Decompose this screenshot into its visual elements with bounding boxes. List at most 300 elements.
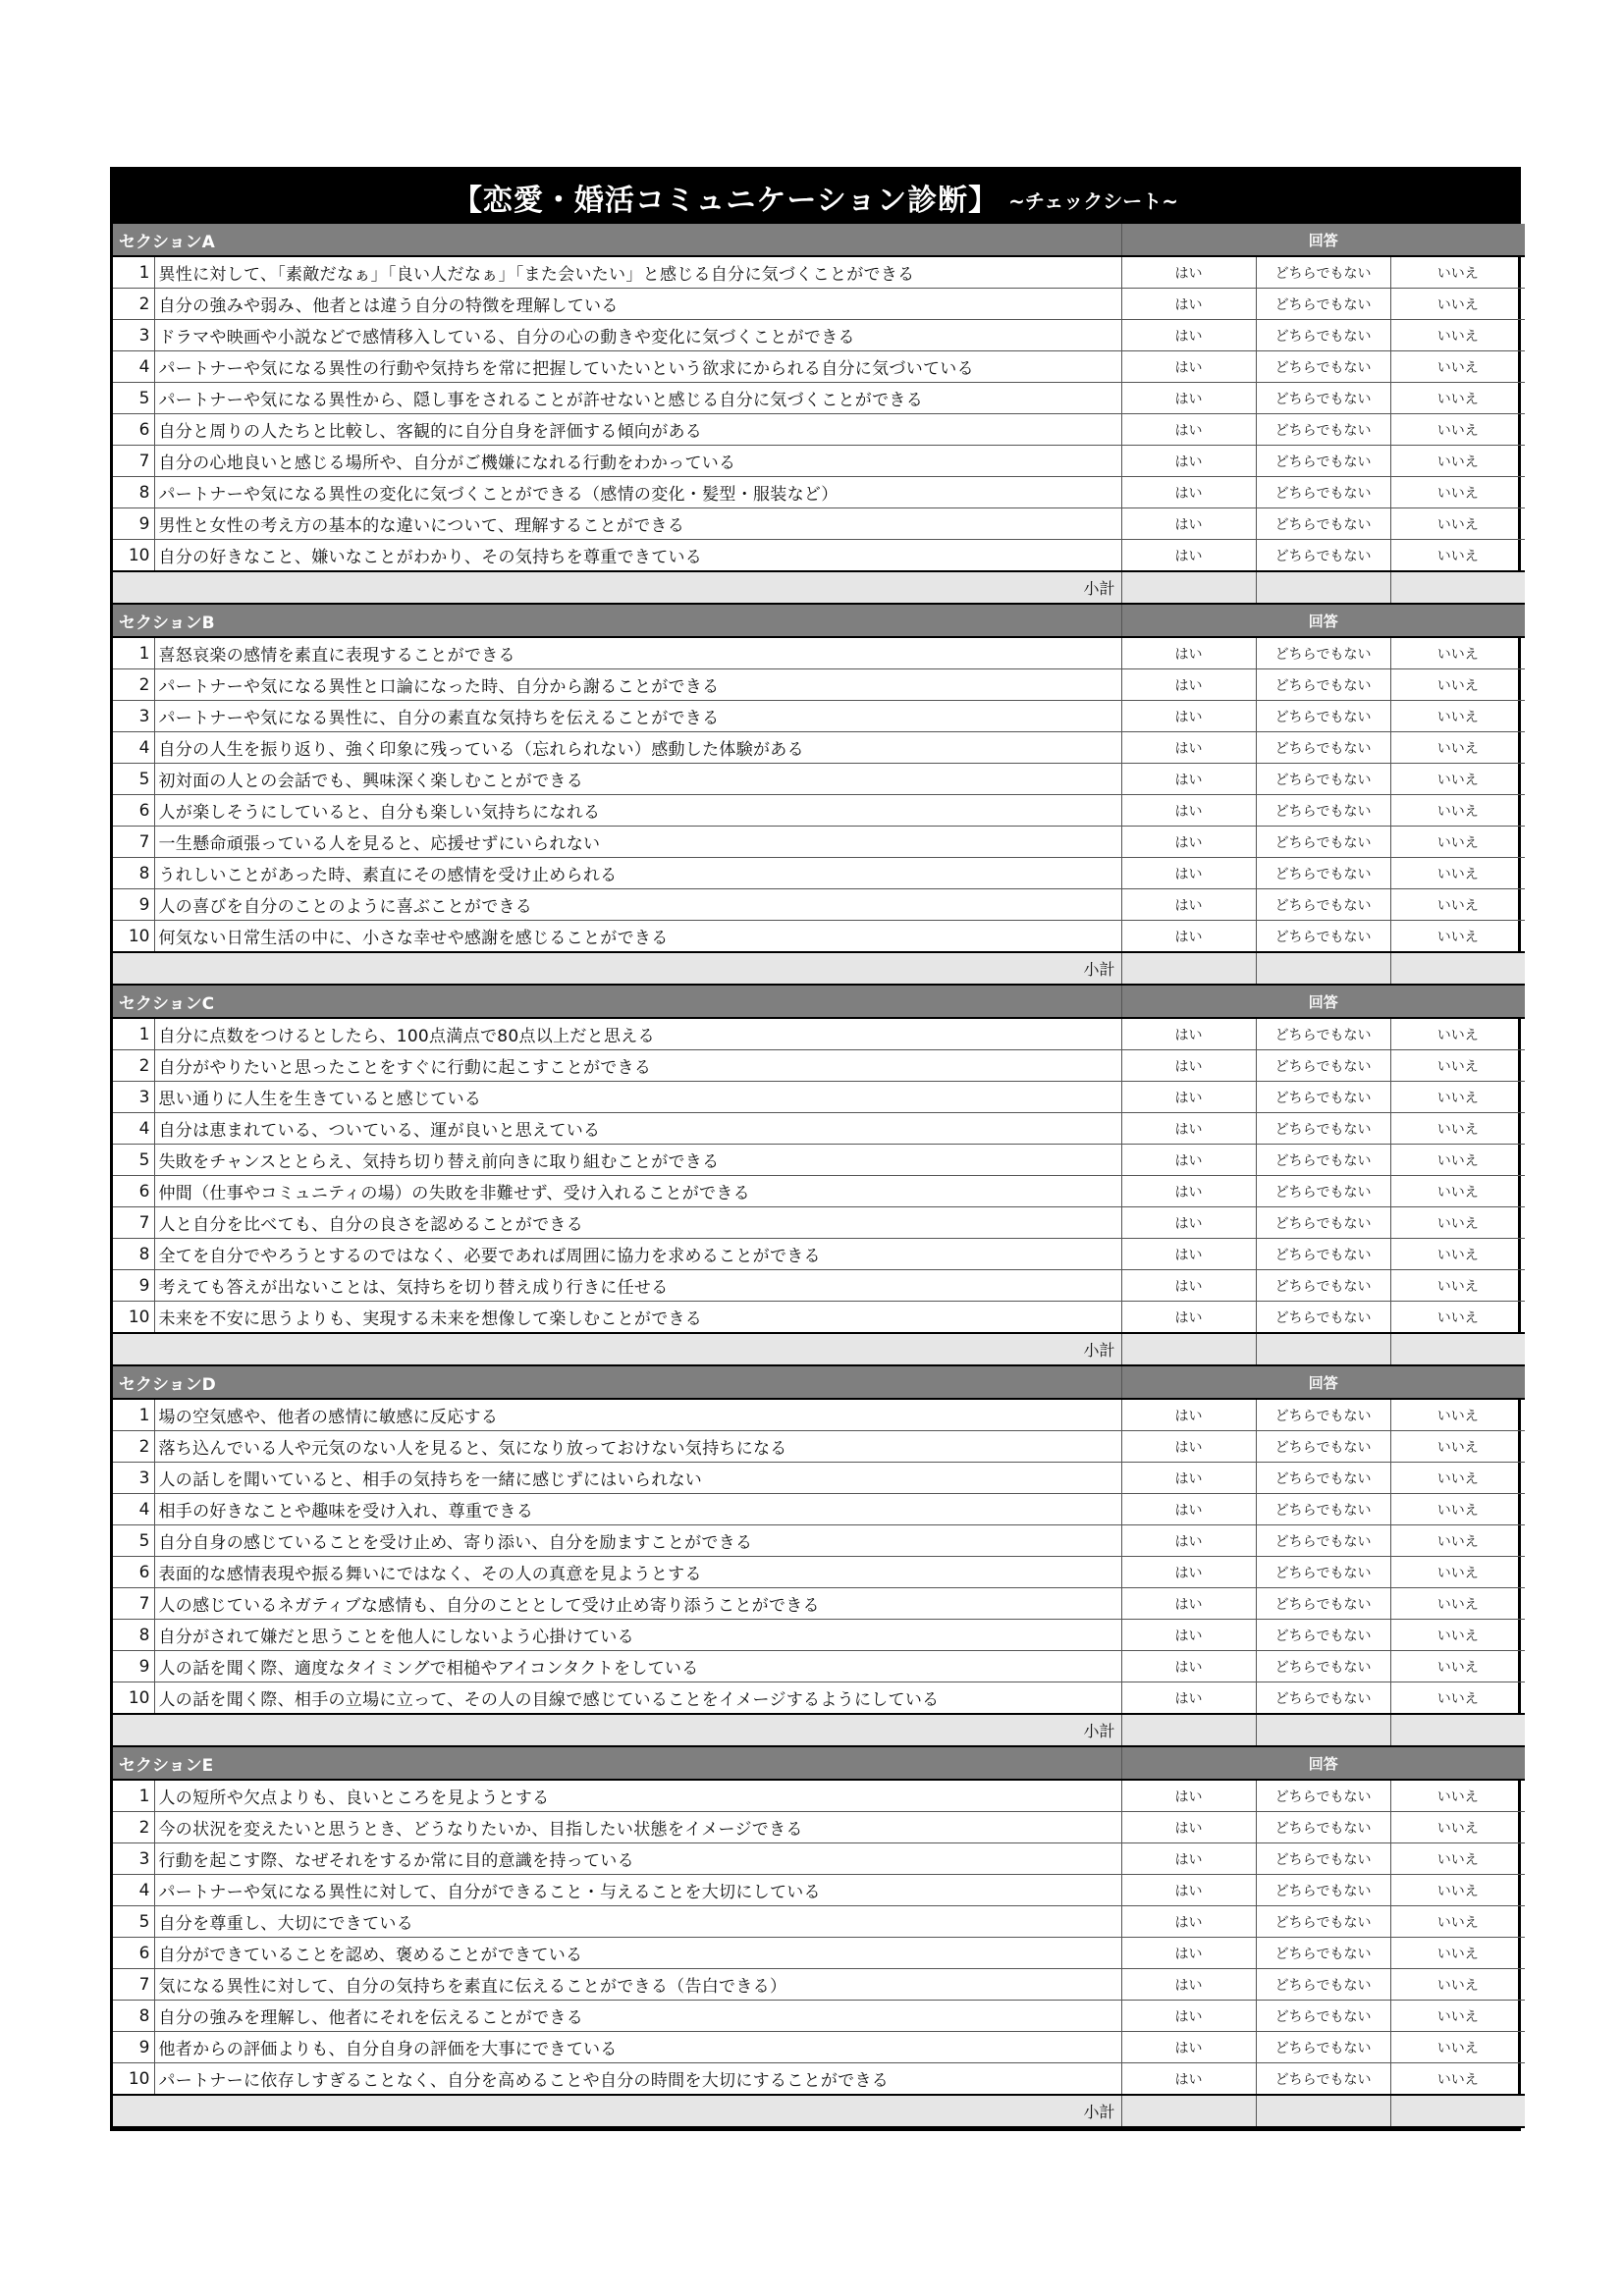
question-row [113, 1651, 1525, 1682]
answer-no[interactable]: いいえ [1390, 1557, 1525, 1588]
section-header [113, 604, 1525, 637]
subtotal-row [113, 1333, 1525, 1365]
question-row [113, 1906, 1525, 1938]
question-number: 9 [113, 1270, 154, 1302]
answer-yes[interactable]: はい [1121, 1494, 1256, 1525]
question-text: 自分自身の感じていることを受け止め、寄り添い、自分を励ますことができる [154, 1525, 1121, 1557]
question-text: パートナーや気になる異性に対して、自分ができること・与えることを大切にしている [154, 1875, 1121, 1906]
question-number: 8 [113, 1239, 154, 1270]
question-text: 失敗をチャンスととらえ、気持ち切り替え前向きに取り組むことができる [154, 1145, 1121, 1176]
question-number: 9 [113, 1651, 154, 1682]
answer-no[interactable]: いいえ [1390, 1113, 1525, 1145]
answer-yes[interactable]: はい [1121, 1176, 1256, 1207]
answer-no[interactable]: いいえ [1390, 921, 1525, 953]
question-row [113, 477, 1525, 508]
answer-no[interactable]: いいえ [1390, 1145, 1525, 1176]
answer-yes[interactable]: はい [1121, 1812, 1256, 1843]
answer-no[interactable]: いいえ [1390, 477, 1525, 508]
answer-neutral[interactable]: どちらでもない [1256, 858, 1390, 889]
question-row [113, 414, 1525, 446]
answer-yes[interactable]: はい [1121, 383, 1256, 414]
answer-no[interactable]: いいえ [1390, 795, 1525, 827]
question-row [113, 1176, 1525, 1207]
answer-no[interactable]: いいえ [1390, 764, 1525, 795]
question-text: パートナーや気になる異性と口論になった時、自分から謝ることができる [154, 669, 1121, 701]
question-text: 場の空気感や、他者の感情に敏感に反応する [154, 1399, 1121, 1431]
subtotal-neutral[interactable] [1256, 952, 1390, 985]
answer-no[interactable]: いいえ [1390, 2032, 1525, 2063]
answer-no[interactable]: いいえ [1390, 446, 1525, 477]
question-row [113, 1494, 1525, 1525]
question-text: うれしいことがあった時、素直にその感情を受け止められる [154, 858, 1121, 889]
answer-yes[interactable]: はい [1121, 446, 1256, 477]
answer-no[interactable]: いいえ [1390, 701, 1525, 732]
answer-yes[interactable]: はい [1121, 1018, 1256, 1050]
question-number: 5 [113, 383, 154, 414]
answer-no[interactable]: いいえ [1390, 1239, 1525, 1270]
answer-no[interactable]: いいえ [1390, 1207, 1525, 1239]
question-number: 2 [113, 1431, 154, 1463]
question-number: 1 [113, 637, 154, 669]
question-text: 今の状況を変えたいと思うとき、どうなりたいか、目指したい状態をイメージできる [154, 1812, 1121, 1843]
subtotal-label: 小計 [113, 1333, 1121, 1365]
section-header [113, 1746, 1525, 1780]
question-text: 全てを自分でやろうとするのではなく、必要であれば周囲に協力を求めることができる [154, 1239, 1121, 1270]
answer-neutral[interactable]: どちらでもない [1256, 732, 1390, 764]
answer-neutral[interactable]: どちらでもない [1256, 701, 1390, 732]
question-number: 7 [113, 1588, 154, 1620]
answer-no[interactable]: いいえ [1390, 1463, 1525, 1494]
answer-neutral[interactable]: どちらでもない [1256, 1018, 1390, 1050]
question-text: 気になる異性に対して、自分の気持ちを素直に伝えることができる（告白できる） [154, 1969, 1121, 2001]
answer-neutral[interactable]: どちらでもない [1256, 1557, 1390, 1588]
answer-neutral[interactable]: どちらでもない [1256, 1906, 1390, 1938]
question-text: 人の話を聞く際、相手の立場に立って、その人の目線で感じていることをイメージするようにしている [154, 1682, 1121, 1715]
question-text: 自分がやりたいと思ったことをすぐに行動に起こすことができる [154, 1050, 1121, 1082]
question-number: 8 [113, 1620, 154, 1651]
answer-neutral[interactable]: どちらでもない [1256, 2001, 1390, 2032]
answer-no[interactable]: いいえ [1390, 732, 1525, 764]
answer-neutral[interactable]: どちらでもない [1256, 1780, 1390, 1812]
answer-neutral[interactable]: どちらでもない [1256, 2032, 1390, 2063]
page-subtitle: ~チェックシート~ [1008, 189, 1179, 213]
answer-yes[interactable]: はい [1121, 1239, 1256, 1270]
answer-neutral[interactable]: どちらでもない [1256, 1176, 1390, 1207]
answer-yes[interactable]: はい [1121, 1651, 1256, 1682]
answer-neutral[interactable]: どちらでもない [1256, 1239, 1390, 1270]
answer-yes[interactable]: はい [1121, 540, 1256, 572]
answer-no[interactable]: いいえ [1390, 508, 1525, 540]
answer-neutral[interactable]: どちらでもない [1256, 921, 1390, 953]
question-text: 人の感じているネガティブな感情も、自分のこととして受け止め寄り添うことができる [154, 1588, 1121, 1620]
answer-no[interactable]: いいえ [1390, 1525, 1525, 1557]
question-text: 自分と周りの人たちと比較し、客観的に自分自身を評価する傾向がある [154, 414, 1121, 446]
answer-neutral[interactable]: どちらでもない [1256, 669, 1390, 701]
checklist-table [113, 224, 1525, 2128]
answer-yes[interactable]: はい [1121, 1050, 1256, 1082]
subtotal-label: 小計 [113, 571, 1121, 604]
question-text: 人の短所や欠点よりも、良いところを見ようとする [154, 1780, 1121, 1812]
subtotal-yes[interactable] [1121, 2095, 1256, 2127]
question-text: 他者からの評価よりも、自分自身の評価を大事にできている [154, 2032, 1121, 2063]
question-text: 表面的な感情表現や振る舞いにではなく、その人の真意を見ようとする [154, 1557, 1121, 1588]
question-number: 8 [113, 2001, 154, 2032]
question-row [113, 1875, 1525, 1906]
question-number: 9 [113, 889, 154, 921]
answer-neutral[interactable]: どちらでもない [1256, 889, 1390, 921]
answer-yes[interactable]: はい [1121, 889, 1256, 921]
answer-yes[interactable]: はい [1121, 1207, 1256, 1239]
question-text: 喜怒哀楽の感情を素直に表現することができる [154, 637, 1121, 669]
question-text: パートナーや気になる異性の行動や気持ちを常に把握していたいという欲求にかられる自分に気づいている [154, 351, 1121, 383]
answer-yes[interactable]: はい [1121, 1906, 1256, 1938]
answer-yes[interactable]: はい [1121, 701, 1256, 732]
question-number: 7 [113, 827, 154, 858]
answer-no[interactable]: いいえ [1390, 1302, 1525, 1334]
answer-neutral[interactable]: どちらでもない [1256, 1812, 1390, 1843]
question-number: 6 [113, 1557, 154, 1588]
question-number: 1 [113, 1780, 154, 1812]
answer-no[interactable]: いいえ [1390, 1843, 1525, 1875]
section-title: セクションE [113, 1746, 1121, 1780]
question-number: 3 [113, 1082, 154, 1113]
answer-yes[interactable]: はい [1121, 1843, 1256, 1875]
question-number: 3 [113, 1463, 154, 1494]
answer-no[interactable]: いいえ [1390, 637, 1525, 669]
question-row [113, 383, 1525, 414]
answer-neutral[interactable]: どちらでもない [1256, 477, 1390, 508]
answer-yes[interactable]: はい [1121, 1620, 1256, 1651]
question-row [113, 1812, 1525, 1843]
answer-neutral[interactable]: どちらでもない [1256, 1145, 1390, 1176]
answer-no[interactable]: いいえ [1390, 383, 1525, 414]
answer-neutral[interactable]: どちらでもない [1256, 1620, 1390, 1651]
question-number: 4 [113, 1113, 154, 1145]
answer-neutral[interactable]: どちらでもない [1256, 1843, 1390, 1875]
answer-yes[interactable]: はい [1121, 1145, 1256, 1176]
question-text: 人の話を聞く際、適度なタイミングで相槌やアイコンタクトをしている [154, 1651, 1121, 1682]
answer-neutral[interactable]: どちらでもない [1256, 383, 1390, 414]
question-row [113, 1050, 1525, 1082]
question-row [113, 1557, 1525, 1588]
question-number: 1 [113, 1399, 154, 1431]
answer-neutral[interactable]: どちらでもない [1256, 320, 1390, 351]
answer-yes[interactable]: はい [1121, 508, 1256, 540]
question-number: 7 [113, 446, 154, 477]
question-text: 人と自分を比べても、自分の良さを認めることができる [154, 1207, 1121, 1239]
subtotal-neutral[interactable] [1256, 2095, 1390, 2127]
question-text: 一生懸命頑張っている人を見ると、応援せずにいられない [154, 827, 1121, 858]
answer-yes[interactable]: はい [1121, 795, 1256, 827]
subtotal-no[interactable] [1390, 952, 1525, 985]
answer-no[interactable]: いいえ [1390, 351, 1525, 383]
answer-no[interactable]: いいえ [1390, 289, 1525, 320]
answer-neutral[interactable]: どちらでもない [1256, 1431, 1390, 1463]
question-text: 思い通りに人生を生きていると感じている [154, 1082, 1121, 1113]
question-text: 自分の強みや弱み、他者とは違う自分の特徴を理解している [154, 289, 1121, 320]
answer-no[interactable]: いいえ [1390, 1969, 1525, 2001]
question-number: 6 [113, 1938, 154, 1969]
answer-yes[interactable]: はい [1121, 351, 1256, 383]
question-row [113, 540, 1525, 572]
answer-neutral[interactable]: どちらでもない [1256, 795, 1390, 827]
subtotal-no[interactable] [1390, 1714, 1525, 1746]
question-row [113, 701, 1525, 732]
answer-neutral[interactable]: どちらでもない [1256, 1938, 1390, 1969]
answer-neutral[interactable]: どちらでもない [1256, 1651, 1390, 1682]
answer-neutral[interactable]: どちらでもない [1256, 637, 1390, 669]
answer-neutral[interactable]: どちらでもない [1256, 1302, 1390, 1334]
answer-no[interactable]: いいえ [1390, 1399, 1525, 1431]
question-number: 6 [113, 1176, 154, 1207]
answer-yes[interactable]: はい [1121, 256, 1256, 289]
question-text: 行動を起こす際、なぜそれをするか常に目的意識を持っている [154, 1843, 1121, 1875]
answer-yes[interactable]: はい [1121, 1557, 1256, 1588]
answer-yes[interactable]: はい [1121, 2032, 1256, 2063]
answer-neutral[interactable]: どちらでもない [1256, 1875, 1390, 1906]
question-number: 5 [113, 1906, 154, 1938]
question-number: 10 [113, 921, 154, 953]
answer-no[interactable]: いいえ [1390, 1812, 1525, 1843]
answer-yes[interactable]: はい [1121, 1969, 1256, 2001]
answer-yes[interactable]: はい [1121, 1588, 1256, 1620]
answer-no[interactable]: いいえ [1390, 1270, 1525, 1302]
question-number: 10 [113, 540, 154, 572]
question-row [113, 858, 1525, 889]
answer-neutral[interactable]: どちらでもない [1256, 1113, 1390, 1145]
answer-neutral[interactable]: どちらでもない [1256, 1399, 1390, 1431]
answer-yes[interactable]: はい [1121, 669, 1256, 701]
question-row [113, 1399, 1525, 1431]
subtotal-neutral[interactable] [1256, 1714, 1390, 1746]
answer-no[interactable]: いいえ [1390, 2063, 1525, 2096]
question-text: パートナーや気になる異性の変化に気づくことができる（感情の変化・髪型・服装など） [154, 477, 1121, 508]
question-row [113, 1463, 1525, 1494]
answer-neutral[interactable]: どちらでもない [1256, 1525, 1390, 1557]
question-text: 落ち込んでいる人や元気のない人を見ると、気になり放っておけない気持ちになる [154, 1431, 1121, 1463]
answer-yes[interactable]: はい [1121, 1399, 1256, 1431]
answer-neutral[interactable]: どちらでもない [1256, 508, 1390, 540]
answer-yes[interactable]: はい [1121, 858, 1256, 889]
question-text: 考えても答えが出ないことは、気持ちを切り替え成り行きに任せる [154, 1270, 1121, 1302]
question-number: 10 [113, 1682, 154, 1715]
answer-yes[interactable]: はい [1121, 1875, 1256, 1906]
question-text: ドラマや映画や小説などで感情移入している、自分の心の動きや変化に気づくことができる [154, 320, 1121, 351]
answer-yes[interactable]: はい [1121, 289, 1256, 320]
question-number: 3 [113, 1843, 154, 1875]
subtotal-row [113, 2095, 1525, 2127]
question-number: 8 [113, 477, 154, 508]
answer-yes[interactable]: はい [1121, 320, 1256, 351]
answer-neutral[interactable]: どちらでもない [1256, 1050, 1390, 1082]
answer-neutral[interactable]: どちらでもない [1256, 256, 1390, 289]
answer-no[interactable]: いいえ [1390, 1431, 1525, 1463]
answer-no[interactable]: いいえ [1390, 414, 1525, 446]
answer-no[interactable]: いいえ [1390, 1651, 1525, 1682]
question-number: 2 [113, 669, 154, 701]
answer-no[interactable]: いいえ [1390, 1875, 1525, 1906]
subtotal-neutral[interactable] [1256, 1333, 1390, 1365]
answer-neutral[interactable]: どちらでもない [1256, 289, 1390, 320]
question-number: 7 [113, 1969, 154, 2001]
question-row [113, 921, 1525, 953]
section-header [113, 985, 1525, 1018]
answer-yes[interactable]: はい [1121, 1780, 1256, 1812]
answer-no[interactable]: いいえ [1390, 1082, 1525, 1113]
answer-no[interactable]: いいえ [1390, 1588, 1525, 1620]
subtotal-yes[interactable] [1121, 571, 1256, 604]
question-row [113, 1682, 1525, 1715]
question-number: 6 [113, 414, 154, 446]
subtotal-yes[interactable] [1121, 1333, 1256, 1365]
question-number: 10 [113, 1302, 154, 1334]
question-text: 未来を不安に思うよりも、実現する未来を想像して楽しむことができる [154, 1302, 1121, 1334]
answer-no[interactable]: いいえ [1390, 1906, 1525, 1938]
answer-yes[interactable]: はい [1121, 1302, 1256, 1334]
answer-no[interactable]: いいえ [1390, 1018, 1525, 1050]
answer-yes[interactable]: はい [1121, 1682, 1256, 1715]
question-number: 4 [113, 1875, 154, 1906]
answer-neutral[interactable]: どちらでもない [1256, 1588, 1390, 1620]
question-number: 3 [113, 320, 154, 351]
subtotal-yes[interactable] [1121, 952, 1256, 985]
answer-yes[interactable]: はい [1121, 1270, 1256, 1302]
answer-neutral[interactable]: どちらでもない [1256, 446, 1390, 477]
question-number: 2 [113, 1812, 154, 1843]
page-title: 【恋愛・婚活コミュニケーション診断】 [452, 183, 1000, 218]
answer-no[interactable]: いいえ [1390, 1682, 1525, 1715]
question-row [113, 827, 1525, 858]
question-number: 3 [113, 701, 154, 732]
answer-neutral[interactable]: どちらでもない [1256, 2063, 1390, 2096]
question-text: 相手の好きなことや趣味を受け入れ、尊重できる [154, 1494, 1121, 1525]
question-text: パートナーや気になる異性から、隠し事をされることが許せないと感じる自分に気づくことができる [154, 383, 1121, 414]
section-header [113, 1365, 1525, 1399]
question-number: 1 [113, 1018, 154, 1050]
question-row [113, 1843, 1525, 1875]
subtotal-neutral[interactable] [1256, 571, 1390, 604]
answer-no[interactable]: いいえ [1390, 1050, 1525, 1082]
question-row [113, 508, 1525, 540]
question-number: 9 [113, 508, 154, 540]
question-text: パートナーに依存しすぎることなく、自分を高めることや自分の時間を大切にすることができる [154, 2063, 1121, 2096]
question-text: 人の喜びを自分のことのように喜ぶことができる [154, 889, 1121, 921]
answer-neutral[interactable]: どちらでもない [1256, 764, 1390, 795]
subtotal-row [113, 571, 1525, 604]
answer-no[interactable]: いいえ [1390, 827, 1525, 858]
answer-no[interactable]: いいえ [1390, 1938, 1525, 1969]
question-number: 9 [113, 2032, 154, 2063]
answer-no[interactable]: いいえ [1390, 256, 1525, 289]
section-header [113, 224, 1525, 256]
subtotal-row [113, 952, 1525, 985]
answer-neutral[interactable]: どちらでもない [1256, 1682, 1390, 1715]
answer-neutral[interactable]: どちらでもない [1256, 540, 1390, 572]
subtotal-yes[interactable] [1121, 1714, 1256, 1746]
question-text: 自分ができていることを認め、褒めることができている [154, 1938, 1121, 1969]
answer-neutral[interactable]: どちらでもない [1256, 1270, 1390, 1302]
question-text: 自分の強みを理解し、他者にそれを伝えることができる [154, 2001, 1121, 2032]
answer-yes[interactable]: はい [1121, 637, 1256, 669]
question-row [113, 889, 1525, 921]
question-text: 自分に点数をつけるとしたら、100点満点で80点以上だと思える [154, 1018, 1121, 1050]
question-row [113, 446, 1525, 477]
answer-no[interactable]: いいえ [1390, 1494, 1525, 1525]
title-bar [113, 170, 1518, 224]
question-row [113, 2032, 1525, 2063]
answer-yes[interactable]: はい [1121, 827, 1256, 858]
answer-no[interactable]: いいえ [1390, 669, 1525, 701]
answer-yes[interactable]: はい [1121, 1082, 1256, 1113]
subtotal-no[interactable] [1390, 571, 1525, 604]
answer-neutral[interactable]: どちらでもない [1256, 827, 1390, 858]
answer-yes[interactable]: はい [1121, 732, 1256, 764]
subtotal-no[interactable] [1390, 2095, 1525, 2127]
question-text: 自分の心地良いと感じる場所や、自分がご機嫌になれる行動をわかっている [154, 446, 1121, 477]
answer-no[interactable]: いいえ [1390, 858, 1525, 889]
answer-neutral[interactable]: どちらでもない [1256, 1969, 1390, 2001]
answer-yes[interactable]: はい [1121, 1525, 1256, 1557]
answer-neutral[interactable]: どちらでもない [1256, 351, 1390, 383]
answer-yes[interactable]: はい [1121, 1463, 1256, 1494]
answer-no[interactable]: いいえ [1390, 889, 1525, 921]
question-text: 自分の好きなこと、嫌いなことがわかり、その気持ちを尊重できている [154, 540, 1121, 572]
answer-neutral[interactable]: どちらでもない [1256, 1207, 1390, 1239]
answer-yes[interactable]: はい [1121, 2001, 1256, 2032]
answer-neutral[interactable]: どちらでもない [1256, 1082, 1390, 1113]
answer-neutral[interactable]: どちらでもない [1256, 1463, 1390, 1494]
answer-no[interactable]: いいえ [1390, 1176, 1525, 1207]
question-row [113, 764, 1525, 795]
response-header: 回答 [1121, 224, 1525, 256]
question-number: 8 [113, 858, 154, 889]
question-number: 5 [113, 1145, 154, 1176]
question-text: 異性に対して、「素敵だなぁ」「良い人だなぁ」「また会いたい」と感じる自分に気づくことができる [154, 256, 1121, 289]
question-row [113, 289, 1525, 320]
subtotal-label: 小計 [113, 952, 1121, 985]
answer-no[interactable]: いいえ [1390, 540, 1525, 572]
question-text: 自分の人生を振り返り、強く印象に残っている（忘れられない）感動した体験がある [154, 732, 1121, 764]
answer-yes[interactable]: はい [1121, 1431, 1256, 1463]
answer-no[interactable]: いいえ [1390, 2001, 1525, 2032]
answer-no[interactable]: いいえ [1390, 320, 1525, 351]
question-row [113, 1620, 1525, 1651]
question-row [113, 256, 1525, 289]
question-text: 自分を尊重し、大切にできている [154, 1906, 1121, 1938]
subtotal-label: 小計 [113, 1714, 1121, 1746]
question-row [113, 2001, 1525, 2032]
answer-yes[interactable]: はい [1121, 414, 1256, 446]
section-title: セクションA [113, 224, 1121, 256]
question-number: 4 [113, 351, 154, 383]
question-row [113, 1938, 1525, 1969]
question-number: 5 [113, 1525, 154, 1557]
answer-yes[interactable]: はい [1121, 1938, 1256, 1969]
answer-yes[interactable]: はい [1121, 921, 1256, 953]
question-row [113, 732, 1525, 764]
answer-yes[interactable]: はい [1121, 764, 1256, 795]
answer-neutral[interactable]: どちらでもない [1256, 414, 1390, 446]
answer-yes[interactable]: はい [1121, 1113, 1256, 1145]
answer-neutral[interactable]: どちらでもない [1256, 1494, 1390, 1525]
question-row [113, 1525, 1525, 1557]
answer-yes[interactable]: はい [1121, 477, 1256, 508]
answer-no[interactable]: いいえ [1390, 1620, 1525, 1651]
question-row [113, 1239, 1525, 1270]
answer-no[interactable]: いいえ [1390, 1780, 1525, 1812]
answer-yes[interactable]: はい [1121, 2063, 1256, 2096]
subtotal-no[interactable] [1390, 1333, 1525, 1365]
